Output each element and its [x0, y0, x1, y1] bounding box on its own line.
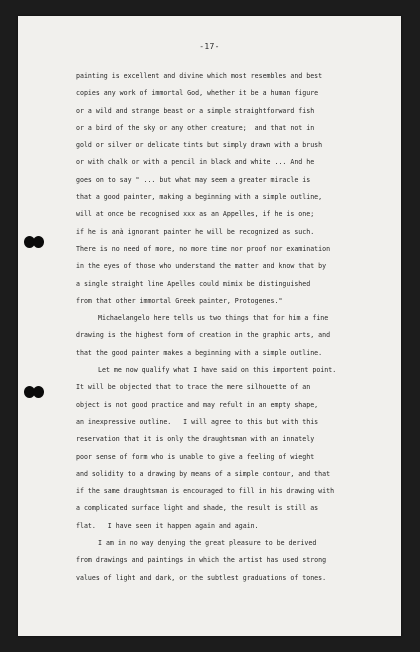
text-line: Michaelangelo here tells us two things that for him a fine	[98, 314, 329, 323]
text-line: values of light and dark, or the subtlest graduations of tones.	[76, 573, 327, 582]
text-line: gold or silver or delicate tints but simply drawn with a brush	[76, 141, 323, 150]
text-line: goes on to say " ... but what may seem a greater miracle is	[76, 175, 311, 184]
text-line: Let me now qualify what I have said on this importent point.	[98, 366, 337, 375]
text-line: I am in no way denying the great pleasure to be derived	[98, 539, 317, 548]
text-line: or a wild and strange beast or a simple straightforward fish	[76, 106, 315, 115]
text-line: in the eyes of those who understand the matter and know that by	[76, 262, 327, 271]
text-line: flat. I have seen it happen again and again.	[76, 521, 259, 530]
text-line: from that other immortal Greek painter, Protogenes."	[76, 296, 283, 305]
text-line: It will be objected that to trace the mere silhouette of an	[76, 383, 311, 392]
text-line: or a bird of the sky or any other creature; and that not in	[76, 123, 315, 132]
text-line: that a good painter, making a beginning with a simple outline,	[76, 193, 323, 202]
text-line: poor sense of form who is unable to give a feeling of wieght	[76, 452, 315, 461]
page-body	[76, 68, 398, 587]
text-line: if he is anà ignorant painter he will be recognized as such.	[76, 227, 315, 236]
page-number: -17-	[199, 42, 220, 51]
text-line: reservation that it is only the draughtsman with an innately	[76, 435, 315, 444]
text-line: from drawings and paintings in which the artist has used strong	[76, 556, 327, 565]
text-line: There is no need of more, no more time nor proof nor examination	[76, 244, 331, 253]
typed-page	[18, 16, 401, 636]
text-line: that the good painter makes a beginning with a simple outline.	[76, 348, 323, 357]
text-line: object is not good practice and may refult in an empty shape,	[76, 400, 319, 409]
punch-hole-icon	[33, 236, 44, 248]
text-line: will at once be recognised xxx as an Appelles, if he is one;	[76, 210, 315, 219]
text-line: if the same draughtsman is encouraged to fill in his drawing with	[76, 487, 335, 496]
text-line: and solidity to a drawing by means of a simple contour, and that	[76, 469, 331, 478]
text-line: a complicated surface light and shade, the result is still as	[76, 504, 319, 513]
text-line: or with chalk or with a pencil in black and white ... And he	[76, 158, 315, 167]
text-line: a single straight line Apelles could mimix be distinguished	[76, 279, 311, 288]
punch-hole-icon	[33, 386, 44, 398]
text-line: copies any work of immortal God, whether it be a human figure	[76, 89, 319, 98]
text-line: an inexpressive outline. I will agree to this but with this	[76, 417, 319, 426]
text-line: painting is excellent and divine which most resembles and best	[76, 72, 323, 80]
text-line: drawing is the highest form of creation in the graphic arts, and	[76, 331, 331, 340]
